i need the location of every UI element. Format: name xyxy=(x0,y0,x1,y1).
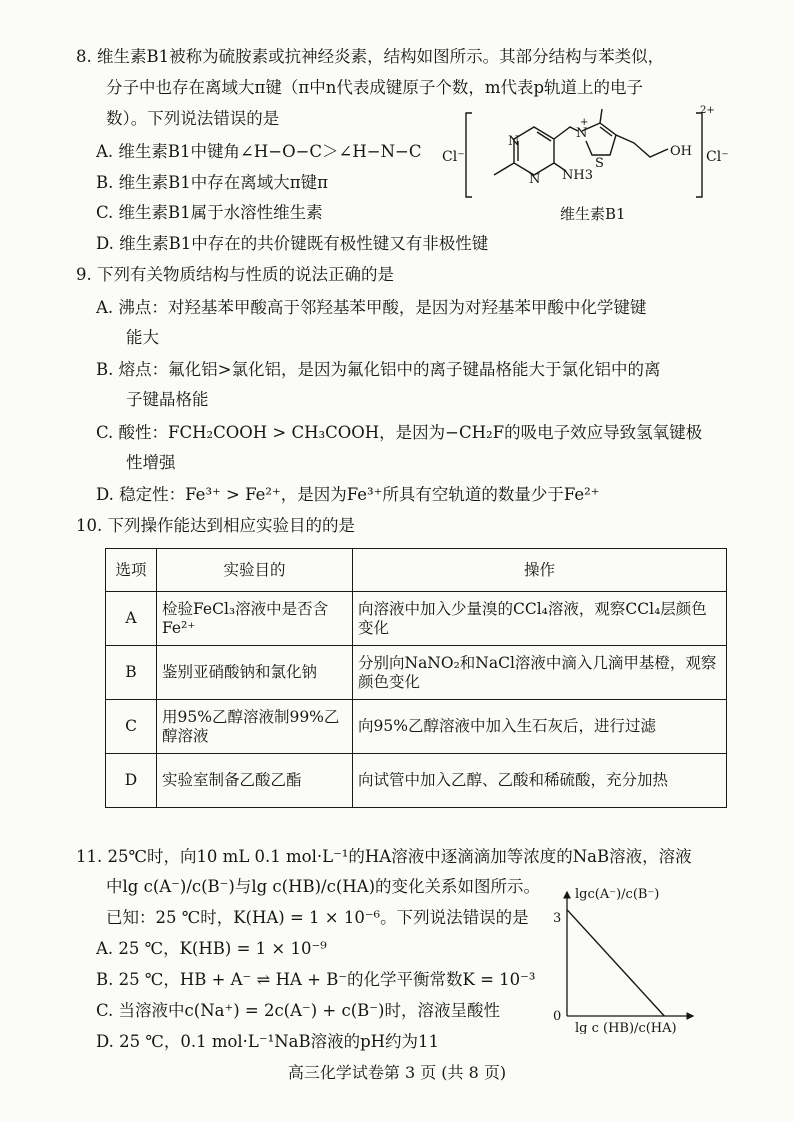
q8-option-d: D. 维生素B1中存在的共价键既有极性键又有非极性键 xyxy=(96,234,489,253)
row-option: B xyxy=(106,646,157,700)
row-operation: 向溶液中加入少量溴的CCl₄溶液，观察CCl₄层颜色变化 xyxy=(353,592,727,646)
q9-option-d: D. 稳定性：Fe³⁺ > Fe²⁺，是因为Fe³⁺所具有空轨道的数量少于Fe²⁺ xyxy=(96,485,600,504)
q9-option-b-line-1: B. 熔点：氟化铝>氯化铝，是因为氟化铝中的离子键晶格能大于氯化铝中的离 xyxy=(96,360,661,379)
nh3-group: NH3 xyxy=(562,168,593,183)
n-plus-charge: + xyxy=(580,117,589,128)
y-tick-label: 0 xyxy=(553,1009,562,1024)
hydroxyl-label: OH xyxy=(670,144,692,159)
series-line-0 xyxy=(567,910,664,1016)
q11-stem-line-1: 11. 25℃时，向10 mL 0.1 mol·L⁻¹的HA溶液中逐滴滴加等浓度的NaB溶液，溶液 xyxy=(76,847,692,866)
q10-stem: 10. 下列操作能达到相应实验目的的是 xyxy=(76,516,355,535)
row-operation: 向95%乙醇溶液中加入生石灰后，进行过滤 xyxy=(353,700,727,754)
q8-stem-line-1: 8. 维生素B1被称为硫胺素或抗神经炎素，结构如图所示。其部分结构与苯类似， xyxy=(76,47,665,66)
x-axis-label: lg c (HB)/c(HA) xyxy=(575,1021,677,1034)
q11-stem-line-3: 已知：25 ℃时，K(HA) = 1 × 10⁻⁶。下列说法错误的是 xyxy=(106,908,529,927)
row-option: A xyxy=(106,592,157,646)
ring-n-label-2: N xyxy=(529,172,541,187)
row-purpose: 检验FeCl₃溶液中是否含Fe²⁺ xyxy=(157,592,353,646)
row-operation: 向试管中加入乙醇、乙酸和稀硫酸，充分加热 xyxy=(353,754,727,808)
ring-n-label-1: N xyxy=(508,134,520,149)
header-option: 选项 xyxy=(106,549,157,592)
row-purpose: 实验室制备乙酸乙酯 xyxy=(157,754,353,808)
row-purpose: 鉴别亚硝酸钠和氯化钠 xyxy=(157,646,353,700)
row-operation: 分别向NaNO₂和NaCl溶液中滴入几滴甲基橙，观察颜色变化 xyxy=(353,646,727,700)
y-tick-label: 3 xyxy=(553,911,562,926)
q11-option-b: B. 25 ℃，HB + A⁻ ⇌ HA + B⁻的化学平衡常数K = 10⁻³ xyxy=(96,970,536,989)
q11-graph xyxy=(545,884,695,1034)
q8-stem-line-3: 数）。下列说法错误的是 xyxy=(106,109,280,128)
table-header-row xyxy=(106,549,727,592)
q11-option-c: C. 当溶液中c(Na⁺) = 2c(A⁻) + c(B⁻)时，溶液呈酸性 xyxy=(96,1001,500,1020)
table-row xyxy=(106,592,727,646)
q9-option-c-line-1: C. 酸性：FCH₂COOH > CH₃COOH，是因为−CH₂F的吸电子效应导致氢氧键极 xyxy=(96,423,703,442)
experiment-table xyxy=(105,548,727,808)
q11-option-d: D. 25 ℃，0.1 mol·L⁻¹NaB溶液的pH约为11 xyxy=(96,1032,440,1051)
table-row xyxy=(106,646,727,700)
charge-label: 2+ xyxy=(700,105,715,116)
row-option: D xyxy=(106,754,157,808)
q8-option-b: B. 维生素B1中存在离域大π键π xyxy=(96,173,328,192)
header-operation: 操作 xyxy=(353,549,727,592)
row-purpose: 用95%乙醇溶液制99%乙醇溶液 xyxy=(157,700,353,754)
q9-option-b-line-2: 子键晶格能 xyxy=(126,390,209,409)
q8-option-c: C. 维生素B1属于水溶性维生素 xyxy=(96,203,323,222)
header-purpose: 实验目的 xyxy=(157,549,353,592)
table-row xyxy=(106,700,727,754)
q9-option-c-line-2: 性增强 xyxy=(126,453,176,472)
q9-stem: 9. 下列有关物质结构与性质的说法正确的是 xyxy=(76,265,394,284)
q8-stem-line-2: 分子中也存在离域大π键（π中n代表成键原子个数，m代表p轨道上的电子 xyxy=(106,78,644,97)
structure-caption: 维生素B1 xyxy=(560,205,626,223)
q11-stem-line-2: 中lg c(A⁻)/c(B⁻)与lg c(HB)/c(HA)的变化关系如图所示。 xyxy=(106,877,541,896)
q9-option-a-line-2: 能大 xyxy=(126,328,159,347)
cl-ion-right: Cl⁻ xyxy=(706,149,729,165)
q9-option-a-line-1: A. 沸点：对羟基苯甲酸高于邻羟基苯甲酸，是因为对羟基苯甲酸中化学键键 xyxy=(96,298,647,317)
page-footer: 高三化学试卷第 3 页 (共 8 页) xyxy=(287,1063,507,1082)
table-row xyxy=(106,754,727,808)
q8-option-a: A. 维生素B1中键角∠H−O−C＞∠H−N−C xyxy=(96,142,422,161)
thiazolium-n-label: N xyxy=(576,126,588,141)
vitamin-b1-structure-drawing xyxy=(440,105,770,205)
q11-chart xyxy=(545,884,695,1034)
q11-option-a: A. 25 ℃，K(HB) = 1 × 10⁻⁹ xyxy=(96,939,327,958)
cl-ion-left: Cl⁻ xyxy=(442,149,465,165)
sulfur-label: S xyxy=(595,156,604,171)
row-option: C xyxy=(106,700,157,754)
y-axis-label: lgc(A⁻)/c(B⁻) xyxy=(575,887,660,902)
